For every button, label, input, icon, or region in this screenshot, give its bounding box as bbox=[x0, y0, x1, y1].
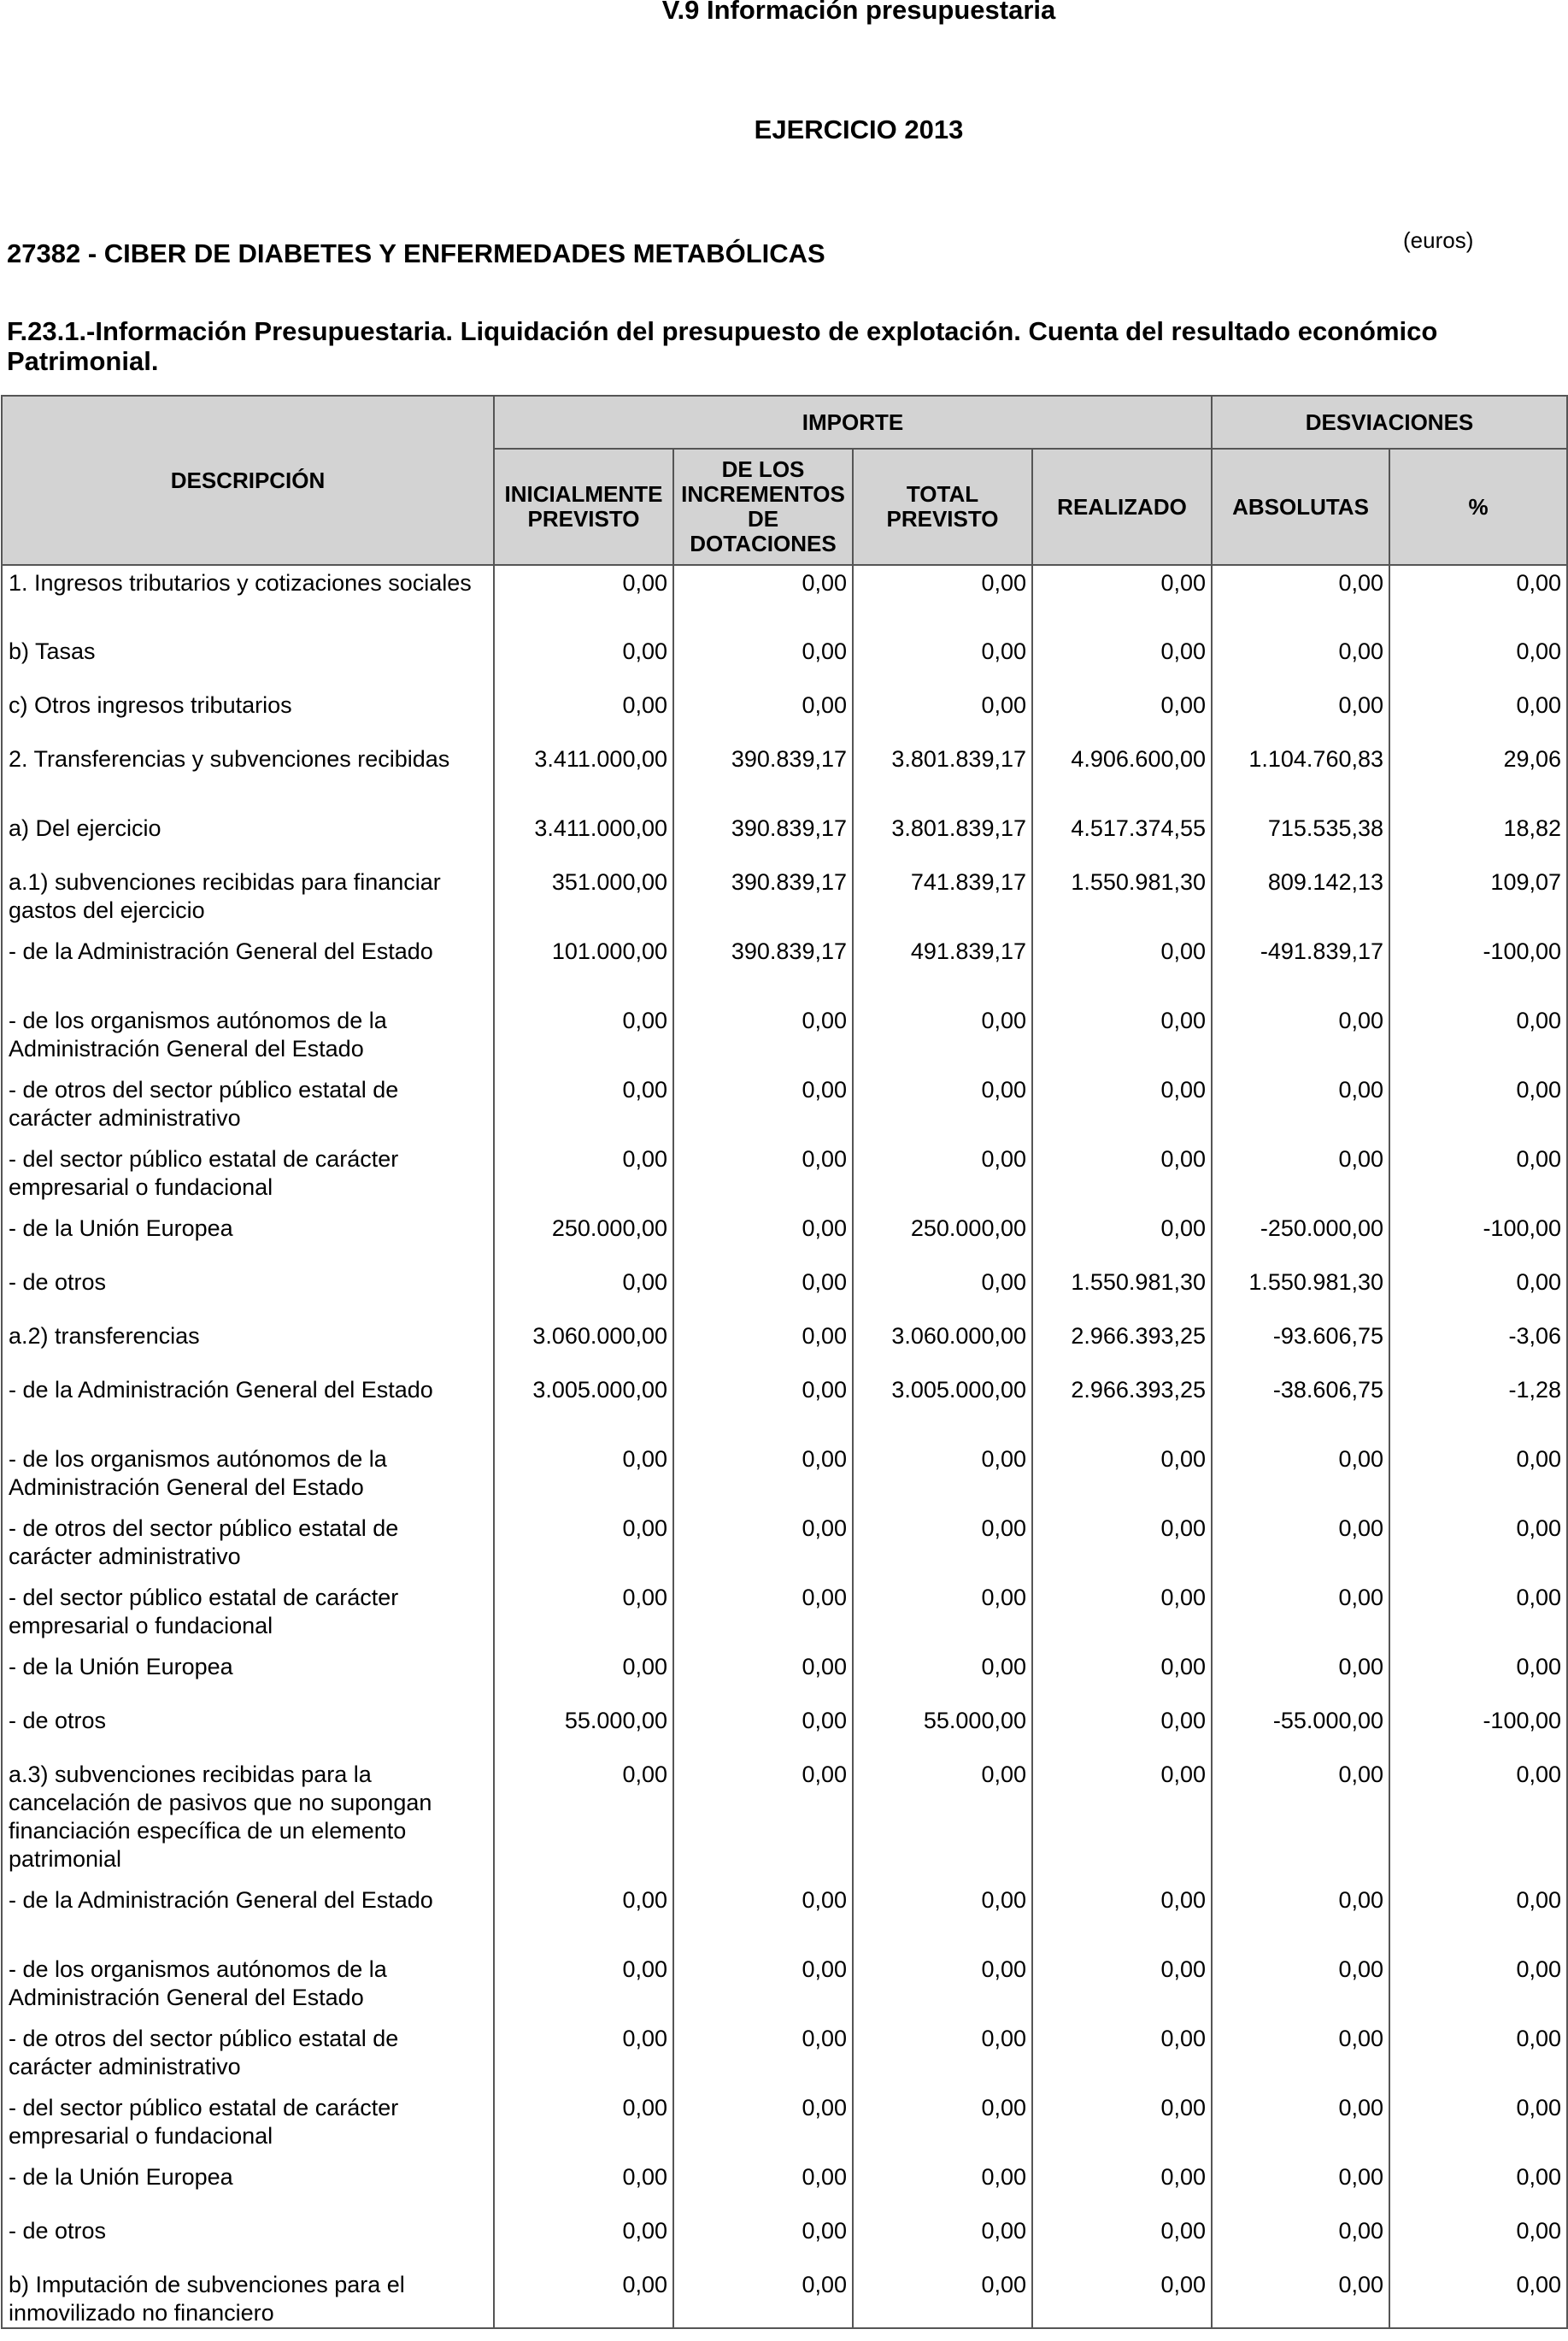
row-description: - de otros del sector público estatal de carácter administrativo bbox=[2, 1511, 494, 1580]
cell-inicial: 351.000,00 bbox=[494, 865, 673, 934]
cell-total: 0,00 bbox=[853, 565, 1032, 634]
cell-pct: 29,06 bbox=[1389, 742, 1567, 811]
cell-incrementos: 0,00 bbox=[673, 1757, 853, 1883]
cell-pct: 0,00 bbox=[1389, 1757, 1567, 1883]
cell-inicial: 0,00 bbox=[494, 1757, 673, 1883]
cell-inicial: 0,00 bbox=[494, 2267, 673, 2328]
fiscal-year-title: EJERCICIO 2013 bbox=[754, 115, 964, 144]
cell-absolutas: 0,00 bbox=[1212, 1003, 1389, 1073]
cell-realizado: 0,00 bbox=[1032, 1442, 1212, 1511]
cell-total: 0,00 bbox=[853, 1952, 1032, 2021]
cell-total: 0,00 bbox=[853, 634, 1032, 688]
table-row bbox=[2, 1073, 1567, 1142]
row-description: c) Otros ingresos tributarios bbox=[2, 688, 494, 742]
cell-pct: -100,00 bbox=[1389, 1211, 1567, 1265]
cell-incrementos: 0,00 bbox=[673, 634, 853, 688]
cell-pct: 109,07 bbox=[1389, 865, 1567, 934]
cell-absolutas: 0,00 bbox=[1212, 1650, 1389, 1703]
cell-total: 0,00 bbox=[853, 2021, 1032, 2091]
cell-pct: 0,00 bbox=[1389, 1142, 1567, 1211]
currency-units: (euros) bbox=[1403, 227, 1474, 253]
row-description: - de otros del sector público estatal de carácter administrativo bbox=[2, 1073, 494, 1142]
section-title: F.23.1.-Información Presupuestaria. Liquidación del presupuesto de explotación. Cuenta del resultado económico Patrimonial. bbox=[7, 316, 1438, 376]
cell-realizado: 0,00 bbox=[1032, 934, 1212, 1003]
cell-realizado: 0,00 bbox=[1032, 1073, 1212, 1142]
cell-absolutas: 0,00 bbox=[1212, 1580, 1389, 1650]
cell-absolutas: -250.000,00 bbox=[1212, 1211, 1389, 1265]
cell-realizado: 2.966.393,25 bbox=[1032, 1319, 1212, 1373]
table-row bbox=[2, 2214, 1567, 2267]
cell-incrementos: 0,00 bbox=[673, 1580, 853, 1650]
table-row bbox=[2, 1580, 1567, 1650]
cell-absolutas: 0,00 bbox=[1212, 1757, 1389, 1883]
table-row bbox=[2, 688, 1567, 742]
cell-inicial: 0,00 bbox=[494, 1650, 673, 1703]
cell-incrementos: 0,00 bbox=[673, 1265, 853, 1319]
cell-incrementos: 0,00 bbox=[673, 1883, 853, 1952]
cell-incrementos: 0,00 bbox=[673, 2214, 853, 2267]
cell-inicial: 101.000,00 bbox=[494, 934, 673, 1003]
cell-absolutas: 0,00 bbox=[1212, 634, 1389, 688]
row-description: - de otros bbox=[2, 1703, 494, 1757]
cell-inicial: 0,00 bbox=[494, 688, 673, 742]
cell-incrementos: 0,00 bbox=[673, 1142, 853, 1211]
table-row bbox=[2, 1883, 1567, 1952]
cell-inicial: 3.411.000,00 bbox=[494, 742, 673, 811]
table-row bbox=[2, 865, 1567, 934]
cell-total: 0,00 bbox=[853, 1650, 1032, 1703]
cell-pct: 0,00 bbox=[1389, 1650, 1567, 1703]
cell-inicial: 3.060.000,00 bbox=[494, 1319, 673, 1373]
cell-pct: -100,00 bbox=[1389, 934, 1567, 1003]
cell-absolutas: 0,00 bbox=[1212, 2214, 1389, 2267]
cell-inicial: 0,00 bbox=[494, 1073, 673, 1142]
page-title: V.9 Información presupuestaria bbox=[661, 0, 1056, 25]
cell-total: 3.801.839,17 bbox=[853, 811, 1032, 865]
cell-absolutas: 1.104.760,83 bbox=[1212, 742, 1389, 811]
cell-realizado: 0,00 bbox=[1032, 1650, 1212, 1703]
cell-incrementos: 0,00 bbox=[673, 1511, 853, 1580]
header-porcentaje: % bbox=[1389, 449, 1567, 565]
row-description: - de la Administración General del Estado bbox=[2, 1883, 494, 1952]
cell-total: 0,00 bbox=[853, 1580, 1032, 1650]
cell-pct: 0,00 bbox=[1389, 1883, 1567, 1952]
table-row bbox=[2, 934, 1567, 1003]
row-description: - de la Unión Europea bbox=[2, 1650, 494, 1703]
cell-inicial: 0,00 bbox=[494, 2160, 673, 2214]
table-row bbox=[2, 811, 1567, 865]
cell-realizado: 0,00 bbox=[1032, 1703, 1212, 1757]
cell-incrementos: 0,00 bbox=[673, 1703, 853, 1757]
cell-pct: 18,82 bbox=[1389, 811, 1567, 865]
cell-absolutas: -38.606,75 bbox=[1212, 1373, 1389, 1442]
cell-incrementos: 0,00 bbox=[673, 688, 853, 742]
row-description: a.2) transferencias bbox=[2, 1319, 494, 1373]
cell-inicial: 250.000,00 bbox=[494, 1211, 673, 1265]
cell-absolutas: 809.142,13 bbox=[1212, 865, 1389, 934]
row-description: b) Tasas bbox=[2, 634, 494, 688]
cell-total: 491.839,17 bbox=[853, 934, 1032, 1003]
cell-total: 0,00 bbox=[853, 1757, 1032, 1883]
cell-incrementos: 390.839,17 bbox=[673, 865, 853, 934]
cell-incrementos: 0,00 bbox=[673, 2160, 853, 2214]
cell-inicial: 0,00 bbox=[494, 2091, 673, 2160]
cell-realizado: 0,00 bbox=[1032, 2267, 1212, 2328]
cell-pct: 0,00 bbox=[1389, 2091, 1567, 2160]
cell-absolutas: 0,00 bbox=[1212, 2267, 1389, 2328]
header-inicialmente-previsto: INICIALMENTE PREVISTO bbox=[494, 449, 673, 565]
cell-inicial: 0,00 bbox=[494, 1265, 673, 1319]
cell-incrementos: 0,00 bbox=[673, 1319, 853, 1373]
cell-inicial: 0,00 bbox=[494, 565, 673, 634]
cell-inicial: 0,00 bbox=[494, 1511, 673, 1580]
table-row bbox=[2, 2091, 1567, 2160]
cell-pct: -1,28 bbox=[1389, 1373, 1567, 1442]
row-description: - del sector público estatal de carácter empresarial o fundacional bbox=[2, 1580, 494, 1650]
cell-absolutas: -491.839,17 bbox=[1212, 934, 1389, 1003]
cell-realizado: 0,00 bbox=[1032, 1142, 1212, 1211]
cell-absolutas: -93.606,75 bbox=[1212, 1319, 1389, 1373]
row-description: 1. Ingresos tributarios y cotizaciones sociales bbox=[2, 565, 494, 634]
cell-absolutas: 0,00 bbox=[1212, 2021, 1389, 2091]
row-description: b) Imputación de subvenciones para el inmovilizado no financiero bbox=[2, 2267, 494, 2328]
table-row bbox=[2, 1319, 1567, 1373]
cell-absolutas: 0,00 bbox=[1212, 1883, 1389, 1952]
cell-total: 3.005.000,00 bbox=[853, 1373, 1032, 1442]
cell-total: 0,00 bbox=[853, 1883, 1032, 1952]
row-description: - de la Unión Europea bbox=[2, 1211, 494, 1265]
table-row bbox=[2, 1952, 1567, 2021]
table-row bbox=[2, 1442, 1567, 1511]
cell-total: 0,00 bbox=[853, 1265, 1032, 1319]
cell-realizado: 4.517.374,55 bbox=[1032, 811, 1212, 865]
row-description: - de otros bbox=[2, 1265, 494, 1319]
cell-pct: -100,00 bbox=[1389, 1703, 1567, 1757]
cell-absolutas: 715.535,38 bbox=[1212, 811, 1389, 865]
cell-absolutas: 0,00 bbox=[1212, 2091, 1389, 2160]
cell-total: 0,00 bbox=[853, 1442, 1032, 1511]
header-importe: IMPORTE bbox=[494, 396, 1212, 449]
cell-inicial: 0,00 bbox=[494, 1003, 673, 1073]
row-description: - de los organismos autónomos de la Administración General del Estado bbox=[2, 1003, 494, 1073]
cell-absolutas: 0,00 bbox=[1212, 1142, 1389, 1211]
cell-inicial: 0,00 bbox=[494, 1142, 673, 1211]
cell-total: 741.839,17 bbox=[853, 865, 1032, 934]
cell-realizado: 1.550.981,30 bbox=[1032, 1265, 1212, 1319]
cell-absolutas: 0,00 bbox=[1212, 1952, 1389, 2021]
table-row bbox=[2, 565, 1567, 634]
cell-inicial: 3.411.000,00 bbox=[494, 811, 673, 865]
cell-inicial: 0,00 bbox=[494, 2021, 673, 2091]
table-row bbox=[2, 1003, 1567, 1073]
cell-inicial: 55.000,00 bbox=[494, 1703, 673, 1757]
cell-total: 0,00 bbox=[853, 2091, 1032, 2160]
cell-realizado: 4.906.600,00 bbox=[1032, 742, 1212, 811]
row-description: - de la Administración General del Estado bbox=[2, 1373, 494, 1442]
cell-total: 0,00 bbox=[853, 2214, 1032, 2267]
cell-realizado: 1.550.981,30 bbox=[1032, 865, 1212, 934]
cell-absolutas: 0,00 bbox=[1212, 1073, 1389, 1142]
cell-pct: 0,00 bbox=[1389, 1073, 1567, 1142]
header-incrementos: DE LOS INCREMENTOS DE DOTACIONES bbox=[673, 449, 853, 565]
cell-total: 0,00 bbox=[853, 688, 1032, 742]
cell-realizado: 0,00 bbox=[1032, 565, 1212, 634]
cell-pct: 0,00 bbox=[1389, 2267, 1567, 2328]
cell-realizado: 0,00 bbox=[1032, 2214, 1212, 2267]
table-row bbox=[2, 1650, 1567, 1703]
cell-pct: 0,00 bbox=[1389, 634, 1567, 688]
cell-pct: 0,00 bbox=[1389, 2021, 1567, 2091]
cell-pct: 0,00 bbox=[1389, 1580, 1567, 1650]
cell-total: 3.801.839,17 bbox=[853, 742, 1032, 811]
cell-realizado: 0,00 bbox=[1032, 2021, 1212, 2091]
cell-realizado: 2.966.393,25 bbox=[1032, 1373, 1212, 1442]
cell-total: 0,00 bbox=[853, 1003, 1032, 1073]
header-total-previsto: TOTAL PREVISTO bbox=[853, 449, 1032, 565]
row-description: - de otros del sector público estatal de carácter administrativo bbox=[2, 2021, 494, 2091]
entity-name: 27382 - CIBER DE DIABETES Y ENFERMEDADES METABÓLICAS bbox=[7, 238, 825, 268]
cell-realizado: 0,00 bbox=[1032, 1952, 1212, 2021]
header-realizado: REALIZADO bbox=[1032, 449, 1212, 565]
cell-incrementos: 0,00 bbox=[673, 2021, 853, 2091]
cell-pct: -3,06 bbox=[1389, 1319, 1567, 1373]
cell-realizado: 0,00 bbox=[1032, 634, 1212, 688]
table-row bbox=[2, 1757, 1567, 1883]
row-description: - de la Unión Europea bbox=[2, 2160, 494, 2214]
cell-pct: 0,00 bbox=[1389, 2214, 1567, 2267]
cell-absolutas: 1.550.981,30 bbox=[1212, 1265, 1389, 1319]
cell-incrementos: 0,00 bbox=[673, 1373, 853, 1442]
cell-pct: 0,00 bbox=[1389, 2160, 1567, 2214]
table-row bbox=[2, 1511, 1567, 1580]
table-row bbox=[2, 1211, 1567, 1265]
cell-incrementos: 0,00 bbox=[673, 2267, 853, 2328]
cell-total: 0,00 bbox=[853, 2267, 1032, 2328]
cell-total: 0,00 bbox=[853, 1073, 1032, 1142]
cell-total: 250.000,00 bbox=[853, 1211, 1032, 1265]
cell-realizado: 0,00 bbox=[1032, 1883, 1212, 1952]
cell-absolutas: -55.000,00 bbox=[1212, 1703, 1389, 1757]
table-row bbox=[2, 2160, 1567, 2214]
table-row bbox=[2, 1265, 1567, 1319]
cell-inicial: 3.005.000,00 bbox=[494, 1373, 673, 1442]
cell-pct: 0,00 bbox=[1389, 565, 1567, 634]
budget-table bbox=[1, 395, 1568, 2329]
cell-incrementos: 0,00 bbox=[673, 1650, 853, 1703]
cell-pct: 0,00 bbox=[1389, 1511, 1567, 1580]
cell-incrementos: 390.839,17 bbox=[673, 811, 853, 865]
cell-realizado: 0,00 bbox=[1032, 1757, 1212, 1883]
table-row bbox=[2, 1142, 1567, 1211]
row-description: - del sector público estatal de carácter empresarial o fundacional bbox=[2, 1142, 494, 1211]
cell-incrementos: 0,00 bbox=[673, 565, 853, 634]
cell-realizado: 0,00 bbox=[1032, 1211, 1212, 1265]
cell-pct: 0,00 bbox=[1389, 1442, 1567, 1511]
cell-absolutas: 0,00 bbox=[1212, 1442, 1389, 1511]
cell-realizado: 0,00 bbox=[1032, 1580, 1212, 1650]
cell-pct: 0,00 bbox=[1389, 1952, 1567, 2021]
cell-incrementos: 0,00 bbox=[673, 1073, 853, 1142]
cell-total: 55.000,00 bbox=[853, 1703, 1032, 1757]
cell-realizado: 0,00 bbox=[1032, 1511, 1212, 1580]
cell-incrementos: 0,00 bbox=[673, 2091, 853, 2160]
cell-absolutas: 0,00 bbox=[1212, 2160, 1389, 2214]
cell-total: 0,00 bbox=[853, 1142, 1032, 1211]
cell-total: 3.060.000,00 bbox=[853, 1319, 1032, 1373]
cell-total: 0,00 bbox=[853, 1511, 1032, 1580]
cell-inicial: 0,00 bbox=[494, 2214, 673, 2267]
row-description: - de otros bbox=[2, 2214, 494, 2267]
cell-incrementos: 0,00 bbox=[673, 1211, 853, 1265]
header-absolutas: ABSOLUTAS bbox=[1212, 449, 1389, 565]
table-row bbox=[2, 742, 1567, 811]
cell-incrementos: 0,00 bbox=[673, 1952, 853, 2021]
cell-absolutas: 0,00 bbox=[1212, 688, 1389, 742]
cell-realizado: 0,00 bbox=[1032, 1003, 1212, 1073]
cell-realizado: 0,00 bbox=[1032, 2091, 1212, 2160]
table-row bbox=[2, 2267, 1567, 2328]
cell-pct: 0,00 bbox=[1389, 688, 1567, 742]
table-row bbox=[2, 1373, 1567, 1442]
table-body bbox=[2, 565, 1567, 2328]
row-description: - de la Administración General del Estado bbox=[2, 934, 494, 1003]
row-description: - de los organismos autónomos de la Administración General del Estado bbox=[2, 1952, 494, 2021]
cell-inicial: 0,00 bbox=[494, 1442, 673, 1511]
header-desviaciones: DESVIACIONES bbox=[1212, 396, 1567, 449]
cell-pct: 0,00 bbox=[1389, 1003, 1567, 1073]
table-row bbox=[2, 2021, 1567, 2091]
cell-pct: 0,00 bbox=[1389, 1265, 1567, 1319]
row-description: - de los organismos autónomos de la Administración General del Estado bbox=[2, 1442, 494, 1511]
cell-incrementos: 0,00 bbox=[673, 1003, 853, 1073]
cell-realizado: 0,00 bbox=[1032, 2160, 1212, 2214]
cell-inicial: 0,00 bbox=[494, 1580, 673, 1650]
cell-realizado: 0,00 bbox=[1032, 688, 1212, 742]
table-row bbox=[2, 1703, 1567, 1757]
table-row bbox=[2, 634, 1567, 688]
cell-inicial: 0,00 bbox=[494, 1952, 673, 2021]
header-descripcion: DESCRIPCIÓN bbox=[2, 396, 494, 565]
row-description: - del sector público estatal de carácter empresarial o fundacional bbox=[2, 2091, 494, 2160]
row-description: a.1) subvenciones recibidas para financiar gastos del ejercicio bbox=[2, 865, 494, 934]
row-description: 2. Transferencias y subvenciones recibidas bbox=[2, 742, 494, 811]
cell-total: 0,00 bbox=[853, 2160, 1032, 2214]
cell-incrementos: 0,00 bbox=[673, 1442, 853, 1511]
cell-incrementos: 390.839,17 bbox=[673, 742, 853, 811]
row-description: a) Del ejercicio bbox=[2, 811, 494, 865]
cell-absolutas: 0,00 bbox=[1212, 1511, 1389, 1580]
cell-inicial: 0,00 bbox=[494, 634, 673, 688]
cell-absolutas: 0,00 bbox=[1212, 565, 1389, 634]
row-description: a.3) subvenciones recibidas para la cancelación de pasivos que no supongan financiación específica de un elemento patrimonial bbox=[2, 1757, 494, 1883]
cell-incrementos: 390.839,17 bbox=[673, 934, 853, 1003]
cell-inicial: 0,00 bbox=[494, 1883, 673, 1952]
